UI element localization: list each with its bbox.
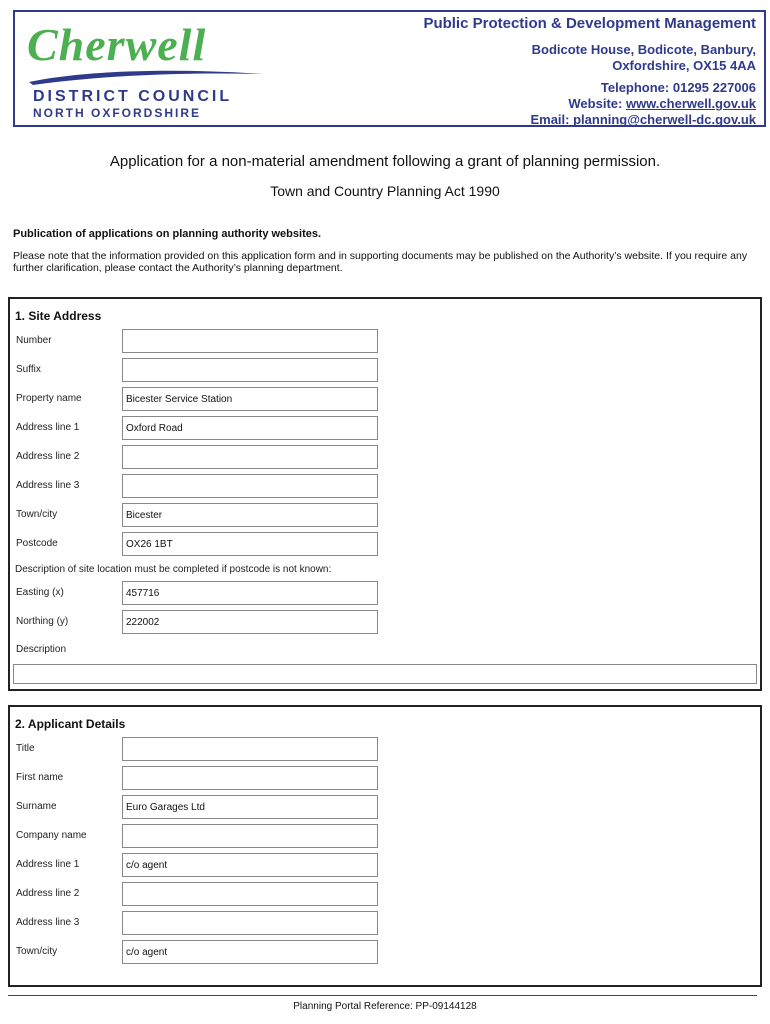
form-row (10, 911, 760, 937)
field-label: First name (16, 772, 64, 783)
easting-field[interactable]: 457716 (122, 581, 378, 605)
number-field[interactable] (122, 329, 378, 353)
address-line-1-field[interactable]: Oxford Road (122, 416, 378, 440)
email-label: Email: (530, 112, 574, 127)
description-label: Description (16, 644, 67, 655)
footer-divider (8, 995, 757, 996)
council-region: NORTH OXFORDSHIRE (33, 106, 202, 120)
document-title: Application for a non-material amendment following a grant of planning permission. (109, 153, 661, 170)
field-label: Town/city (16, 509, 58, 520)
address-line-2-field[interactable] (122, 882, 378, 906)
field-label: Northing (y) (16, 616, 69, 627)
form-row (10, 853, 760, 879)
field-label: Number (16, 335, 52, 346)
address-line-2: Oxfordshire, OX15 4AA (612, 58, 756, 73)
section-heading: 2. Applicant Details (15, 717, 126, 731)
form-row (10, 387, 760, 413)
town-city-field[interactable]: Bicester (122, 503, 378, 527)
address-line-1-field[interactable]: c/o agent (122, 853, 378, 877)
form-row (10, 610, 760, 636)
section-heading: 1. Site Address (15, 309, 102, 323)
cherwell-logo: Cherwell (27, 19, 207, 70)
form-row (10, 474, 760, 500)
website-link[interactable]: www.cherwell.gov.uk (625, 96, 756, 111)
applicant-details-section (8, 705, 762, 987)
form-row (10, 940, 760, 966)
form-row (10, 329, 760, 355)
postcode-field[interactable]: OX26 1BT (122, 532, 378, 556)
address-line-3-field[interactable] (122, 911, 378, 935)
address-line-1: Bodicote House, Bodicote, Banbury, (531, 42, 756, 57)
form-row (10, 824, 760, 850)
field-label: Company name (16, 830, 87, 841)
field-label: Address line 2 (16, 451, 80, 462)
description-field[interactable] (13, 664, 757, 684)
contact-block (530, 80, 756, 128)
form-row (10, 766, 760, 792)
field-label: Address line 1 (16, 422, 80, 433)
publication-heading: Publication of applications on planning authority websites. (13, 228, 322, 240)
council-address (532, 42, 756, 74)
email-link[interactable]: planning@cherwell-dc.gov.uk (573, 112, 756, 127)
logo-swoosh-icon (27, 64, 267, 86)
field-label: Address line 3 (16, 480, 80, 491)
field-label: Easting (x) (16, 587, 64, 598)
form-row (10, 795, 760, 821)
first-name-field[interactable] (122, 766, 378, 790)
document-subtitle: Town and Country Planning Act 1990 (270, 183, 500, 199)
property-name-field[interactable]: Bicester Service Station (122, 387, 378, 411)
council-name: DISTRICT COUNCIL (33, 88, 233, 105)
site-address-section (8, 297, 762, 691)
field-label: Town/city (16, 946, 58, 957)
address-line-2-field[interactable] (122, 445, 378, 469)
form-row (10, 882, 760, 908)
form-row (10, 581, 760, 607)
title-field[interactable] (122, 737, 378, 761)
company-name-field[interactable] (122, 824, 378, 848)
location-note: Description of site location must be completed if postcode is not known: (15, 564, 332, 575)
field-label: Suffix (16, 364, 41, 375)
field-label: Address line 1 (16, 859, 80, 870)
portal-reference: Planning Portal Reference: PP-09144128 (293, 1001, 477, 1012)
address-line-3-field[interactable] (122, 474, 378, 498)
field-label: Title (16, 743, 35, 754)
form-row (10, 503, 760, 529)
northing-field[interactable]: 222002 (122, 610, 378, 634)
town-city-field[interactable]: c/o agent (122, 940, 378, 964)
email-line (530, 112, 756, 128)
field-label: Surname (16, 801, 57, 812)
website-label: Website: (568, 96, 626, 111)
field-label: Postcode (16, 538, 58, 549)
form-row (10, 445, 760, 471)
field-label: Address line 3 (16, 917, 80, 928)
form-row (10, 416, 760, 442)
field-label: Address line 2 (16, 888, 80, 899)
department-name: Public Protection & Development Management (423, 15, 756, 32)
website-line (530, 96, 756, 112)
field-label: Property name (16, 393, 82, 404)
form-row (10, 532, 760, 558)
suffix-field[interactable] (122, 358, 378, 382)
form-row (10, 737, 760, 763)
letterhead (13, 10, 766, 127)
form-row (10, 358, 760, 384)
publication-note: Please note that the information provided on this application form and in supporting documents may be published on the Authority’s website. If you require any further clarification, please contact the Authority’s planning department. (13, 250, 748, 274)
telephone: Telephone: 01295 227006 (600, 80, 756, 95)
surname-field[interactable]: Euro Garages Ltd (122, 795, 378, 819)
